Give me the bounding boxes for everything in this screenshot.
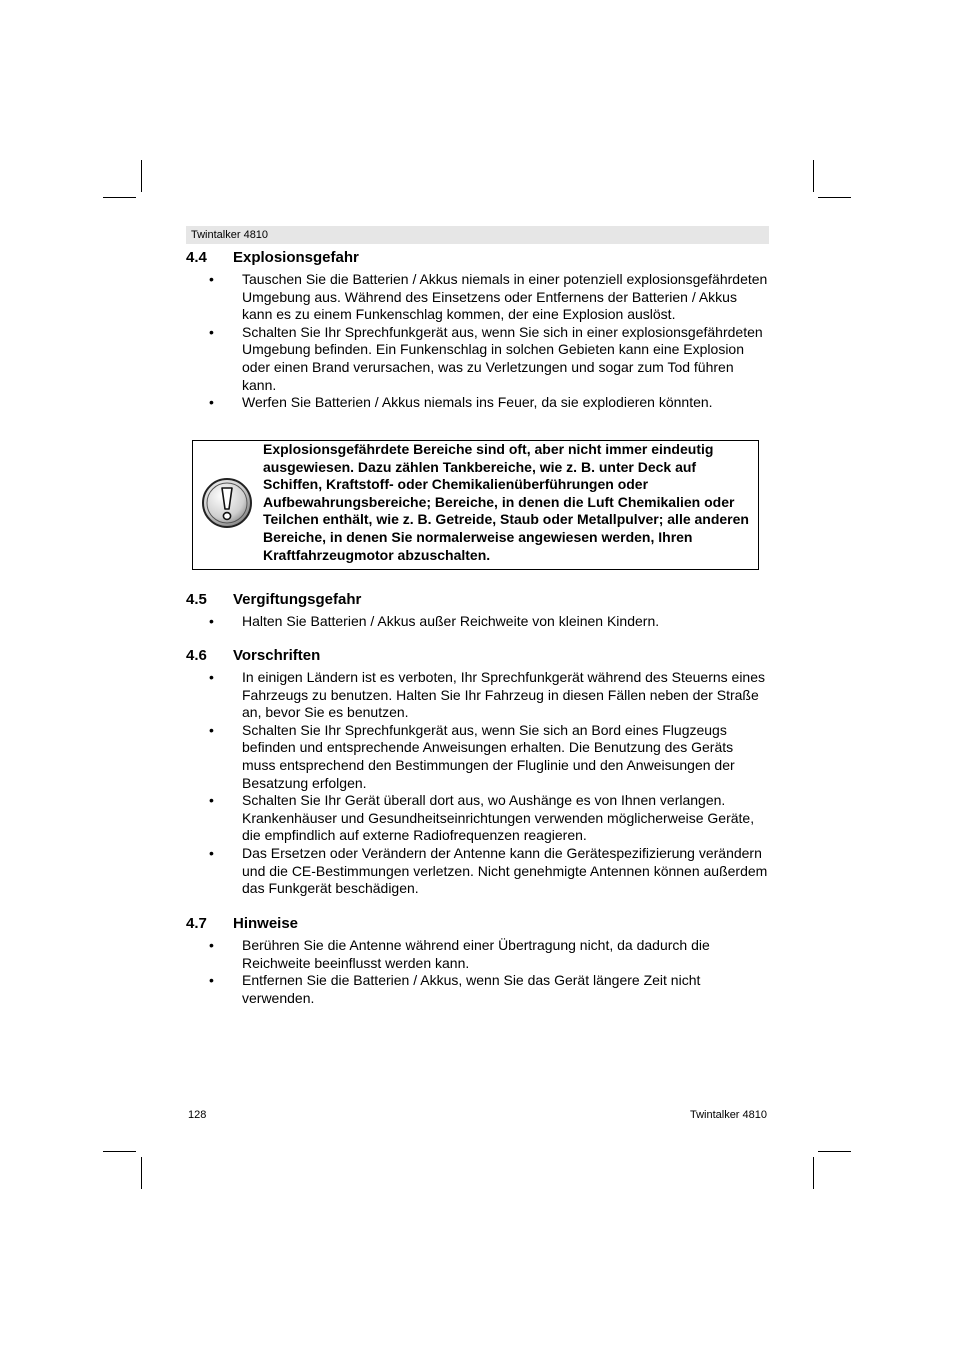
bullet-icon: • [209,937,214,953]
list-item: • In einigen Ländern ist es verboten, Ihr Sprechfunkgerät während des Steuerns eines Fahrzeugs zu benutzen. Halten Sie Ihr Fahrzeug in diesen Fällen neben der Straße an, bevor Sie es benutzen. [209,669,765,721]
section-title: Vergiftungsgefahr [233,591,362,608]
section-heading [186,591,769,609]
list-item: • Berühren Sie die Antenne während einer Übertragung nicht, da dadurch die Reichweite beeinflusst werden kann. [209,937,710,971]
crop-mark [103,1151,136,1152]
section-number: 4.4 [186,249,207,266]
warning-text: Explosionsgefährdete Bereiche sind oft, aber nicht immer eindeutig ausgewiesen. Dazu zählen Tankbereiche, wie z. B. unter Deck auf Schiffen, Kraftstoff- oder Chemikalienüberführungen oder Aufbewahrungsbereiche; Bereiche, in denen die Luft Chemikalien oder Teilchen enthält, wie z. B. Getreide, Staub oder Metallpulver; alle anderen Bereiche, in denen Sie normalerweise angewiesen werden, Ihren Kraftfahrzeugmotor abzuschalten. [263,441,749,563]
section-number: 4.7 [186,915,207,932]
header-title: Twintalker 4810 [191,229,269,241]
running-header [186,226,769,244]
bullet-icon: • [209,613,214,629]
section-title: Explosionsgefahr [233,249,359,266]
bullet-icon: • [209,972,214,989]
list-item: • Tauschen Sie die Batterien / Akkus niemals in einer potenziell explosionsgefährdeten Umgebung aus. Während des Einsetzens oder Entfernens der Batterien / Akkus kann es zu einem Funkenschlag kommen, der eine Explosion auslöst. [209,271,768,323]
bullet-list [186,937,769,1007]
section-number: 4.5 [186,591,207,608]
section-heading [186,915,769,933]
crop-mark [813,160,814,192]
section-vorschriften [186,647,769,898]
crop-mark [818,1151,851,1152]
bullet-icon: • [209,394,214,411]
list-item: • Das Ersetzen oder Verändern der Antenne kann die Gerätespezifizierung verändern und die CE-Bestimmungen verletzen. Nicht genehmigte Antennen können außerdem das Funkgerät beschädigen. [209,844,768,897]
section-heading [186,647,769,665]
section-explosionsgefahr [186,249,769,412]
list-item: • Werfen Sie Batterien / Akkus niemals ins Feuer, da sie explodieren könnten. [209,394,713,411]
section-number: 4.6 [186,647,207,664]
bullet-icon: • [209,323,214,340]
bullet-icon: • [209,271,214,287]
crop-mark [141,160,142,192]
bullet-icon: • [209,844,214,861]
bullet-icon: • [209,792,214,809]
list-item: • Halten Sie Batterien / Akkus außer Reichweite von kleinen Kindern. [209,613,660,629]
crop-mark [813,1157,814,1189]
warning-box [192,440,759,570]
section-heading [186,249,769,267]
bullet-icon: • [209,721,214,738]
bullet-icon: • [209,669,214,685]
list-item: • Schalten Sie Ihr Gerät überall dort aus, wo Aushänge es von Ihnen verlangen. Krankenhäuser und Gesundheitseinrichtungen verwenden möglicherweise Geräte, die empfindlich auf externe Radiofrequenzen reagieren. [209,792,755,844]
list-item: • Schalten Sie Ihr Sprechfunkgerät aus, wenn Sie sich in einer explosionsgefährdeten Umgebung befinden. Ein Funkenschlag in solchen Gebieten kann eine Explosion oder einen Brand verursachen, was zu Verletzungen und sogar zum Tod führen kann. [209,323,763,393]
bullet-list [186,613,769,631]
bullet-list [186,271,769,412]
footer-product: Twintalker 4810 [689,1109,767,1121]
section-hinweise [186,915,769,1007]
page-number: 128 [188,1109,207,1121]
crop-mark [818,197,851,198]
list-item: • Schalten Sie Ihr Sprechfunkgerät aus, wenn Sie sich an Bord eines Flugzeugs befinden und entsprechende Anweisungen erhalten. Die Benutzung des Geräts muss entsprechend den Bestimmungen der Fluglinie und den Anweisungen der Besatzung erfolgen. [209,721,735,791]
section-title: Vorschriften [233,647,321,664]
bullet-list [186,669,769,898]
crop-mark [103,197,136,198]
crop-mark [141,1157,142,1189]
section-vergiftungsgefahr [186,591,769,631]
exclamation-icon [201,477,253,529]
section-title: Hinweise [233,915,299,932]
list-item: • Entfernen Sie die Batterien / Akkus, wenn Sie das Gerät längere Zeit nicht verwenden. [209,972,701,1006]
